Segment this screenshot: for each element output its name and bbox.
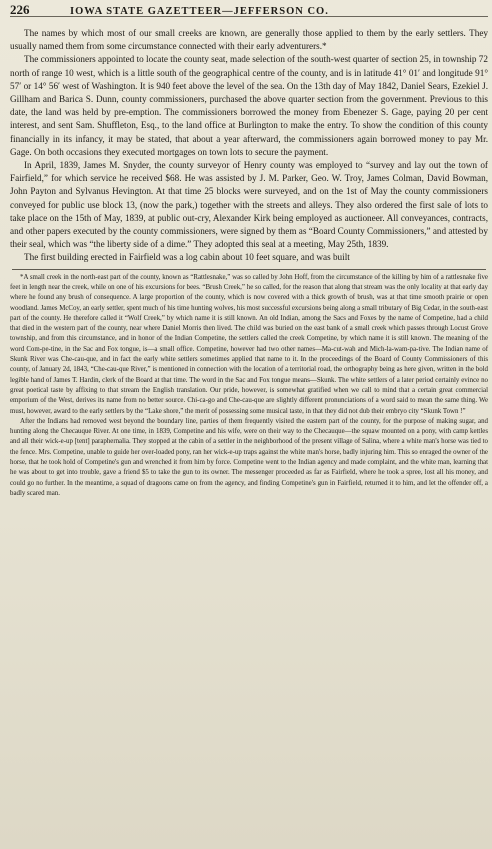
footnotes	[10, 273, 488, 500]
main-text	[10, 27, 488, 265]
running-title: IOWA STATE GAZETTEER—JEFFERSON CO.	[70, 6, 329, 17]
footnote-divider	[12, 269, 486, 270]
footnote-competine-story: After the Indians had removed west beyond the boundary line, parties of them frequently visited the eastern part of the county, for the purpose of making sugar, and hunting along the Checauque River. At one time, in 1839, Competine and his wife, were on their way to the Checauque—the squaw mounted on a pony, with camp kettles and all their wick-e-up [tent] paraphernalia. They stopped at the cabin of a settler in the neighborhood of the present village of Salina, where a white man's horse was tied to the fence. Mrs. Competine, unable to guide her over-loaded pony, ran her wick-e-up traps against the white man's horse, badly injuring him. This so enraged the owner of the horse, that he took hold of Competine's gun and wrenched it from him by force. Competine went to the Indian agency and made complaint, and the white man, learning that he was about to get into trouble, gave a friend $5 to take the gun to its owner. The messenger proceeded as far as Fairfield, where he took a spree, lost all his money, and could go no further. In the meantime, a squad of dragoons came on from the agency, and finding Competine's gun in Fairfield, returned it to him, and let the offender off, a badly scared man.	[10, 417, 488, 497]
paragraph-first-building: The first building erected in Fairfield was a log cabin about 10 feet square, and was built	[24, 252, 350, 263]
page-header	[10, 2, 488, 17]
page-number: 226	[10, 2, 30, 17]
paragraph-town-survey: In April, 1839, James M. Snyder, the county surveyor of Henry county was employed to “survey and lay out the town of Fairfield,” for which service he received $68. He was assisted by J. M. Parker, Geo. W. Troy, James Colman, David Bowman, John Payton and Sylvanus Hevington. At that time 25 blocks were surveyed, and on the 1st of May the county commissioners conveyed for public use block 13, (now the park,) together with the streets and alleys. They also ordered the first sale of lots to take place on the 15th of May, 1839, at public out-cry, Alexander Kirk being employed as auctioneer. All conveyances, contracts, and other papers executed by the county commissioners, were signed by them as “Board County Commissioners,” and attested by their seal, which was “the liberty side of a dime.” They adopted this seal at a meeting, May 25th, 1839.	[10, 160, 488, 250]
footnote-creek-origins: *A small creek in the north-east part of the county, known as “Rattlesnake,” was so called by John Hoff, from the circumstance of the killing by him of a rattlesnake five feet in length near the creek, while on one of his excursions for bees. “Brush Creek,” he so called, for the reason that along that stream was the only locality at that early day where he found any brush of consequence. A large proportion of the county, which is now covered with a thick growth of brush, was at that time smooth prairie or open woodland. James McCoy, an early settler, spent much of his time hunting wolves, his most successful excursions being along a small tributary of Big Cedar, in the south-east part of the county. He therefore called it “Wolf Creek,” by which name it is still known. An old Indian, among the Sacs and Foxes by the name of Competine, had a child that died in the western part of the county, near where Daniel Morris then lived. The child was buried on the east bank of a small creek which passes through Locust Grove township, and from this circumstance, and in honor of the Indian Competine, the settlers called the creek Competine, by which name it is still known. The meaning of the word Com-pe-tine, in the Sac and Fox tongue, is—a small office. Competine, however had two other names—Ma-cut-wah and Mich-la-wam-pa-tive. The Indian name of Skunk River was Che-cau-que, and in fact the early white settlers sometimes applied that name to it. In the proceedings of the Board of County Commissioners of this county, of January 2d, 1843, “Che-cau-que River,” is mentioned in connection with the location of a territorial road, the orthography being as here given, written in the bold legible hand of James T. Hardin, clerk of the Board at that time. The word in the Sac and Fox tongue means—Skunk. The white settlers of a later period certainly evince no great poetical taste by affixing to that stream the English translation. Our pride, however, is somewhat gratified when we call to mind that a certain great commercial emporium of the West, derives its name from no better source. Chi-ca-go and Che-cau-que are slightly different pronunciations of a word said to mean the same thing. We must, however, award to the early settlers by the “Lake shore,” the merit of possessing some musical taste, in that they did not dub their embryo city “Skunk Town !”	[10, 273, 488, 415]
paragraph-creek-names: The names by which most of our small creeks are known, are generally those applied to them by the early settlers. They usually named them from some circumstance connected with their early adventurers.*	[10, 28, 488, 52]
paragraph-county-seat: The commissioners appointed to locate the county seat, made selection of the south-west quarter of section 25, in township 72 north of range 10 west, which is a little south of the geographical centre of the county, and is in latitude 41° 01′ and longitude 91° 57′ or 14° 56′ west of Washington. It is 940 feet above the level of the sea. On the 13th day of May 1842, Daniel Sears, Ezekiel J. Gillham and Barica S. Dunn, county commissioners, purchased the above quarter section from the government. Previous to this date, the land was held by pre-emption. The commissioners borrowed the money from Ebenezer S. Gage, paying 20 per cent interest, and sent Sam. Shuffleton, Esq., to the land office at Burlington to make the entry. To show the condition of this county financially in its infancy, it may be stated, that about a year afterward, the commissioners again borrowed money to pay Mr. Gage. On both occasions they executed mortgages on town lots to secure the payment.	[10, 54, 488, 157]
